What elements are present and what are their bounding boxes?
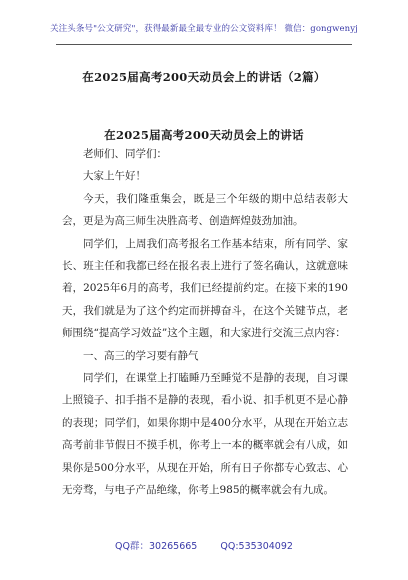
body-paragraph: 同学们，上周我们高考报名工作基本结束，所有同学、家长、班主任和我都已经在报名表上进行了签名确认，这就意味着，2025年6月的高考，我们已经提前约定。在接下来的190天，我们就是为了这个约定而拼搏奋斗，在这个关键节点，老师围绕“提高学习效益”这个主题，和大家进行交流三点内容： xyxy=(62,237,348,340)
body-paragraph: 今天，我们隆重集会，既是三个年级的期中总结表彰大会，更是为高三师生决胜高考、创造辉煌鼓劲加油。 xyxy=(62,192,348,228)
header-divider xyxy=(56,44,352,45)
body-paragraph: 同学们，在课堂上打瞌睡乃至睡觉不是静的表现，自习课上照镜子、扣手指不是静的表现，看小说、扣手机更不是心静的表现；同学们，如果你期中是400分水平，从现在开始立志高考前非节假日不摸手机，你考上一本的概率就会有八成，如果你是500分水平，从现在开始，所有日子你都专心致志、心无旁骛，与电子产品绝缘，你考上985的概率就会有九成。 xyxy=(62,372,348,497)
header-notice: 关注头条号"公文研究"，获得最新最全最专业的公文资料库！ 微信：gongwenyj xyxy=(50,24,358,34)
qq-group-link[interactable]: QQ群：30265665 xyxy=(115,541,198,552)
qq-link[interactable]: QQ:535304092 xyxy=(220,541,293,552)
section-heading: 一、高三的学习要有静气 xyxy=(83,349,199,362)
document-title: 在2025届高考200天动员会上的讲话（2篇） xyxy=(82,70,326,84)
greeting: 大家上午好！ xyxy=(83,170,146,183)
salutation: 老师们、同学们： xyxy=(83,148,167,160)
page-footer xyxy=(0,538,408,552)
speech-title: 在2025届高考200天动员会上的讲话 xyxy=(104,128,304,142)
speech-body xyxy=(62,143,348,502)
